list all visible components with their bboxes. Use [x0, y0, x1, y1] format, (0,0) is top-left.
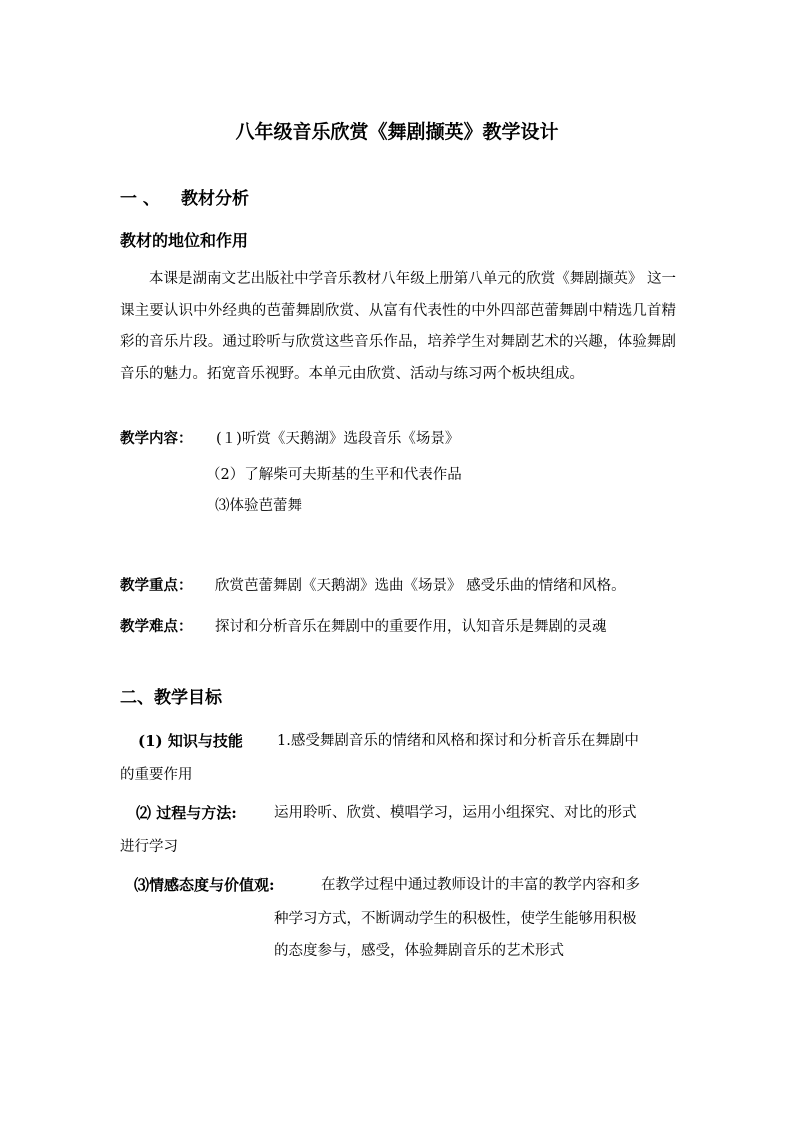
- section2-heading: 二、教学目标: [120, 688, 222, 708]
- key-point-label: 教学重点：: [120, 577, 193, 594]
- goal1-label: (1) 知识与技能: [138, 732, 243, 750]
- goal3-text-line1: 在教学过程中通过教师设计的丰富的教学内容和多: [321, 877, 640, 893]
- goal2-text-line2: 进行学习: [120, 839, 178, 855]
- goal3-text-line2: 种学习方式，不断调动学生的积极性，使学生能够用积极: [274, 911, 637, 927]
- difficulty-label: 教学难点：: [120, 618, 193, 635]
- section1-subheading: 教材的地位和作用: [120, 231, 249, 250]
- goal3-label: ⑶情感态度与价值观:: [134, 876, 275, 894]
- section1-number: 一 、: [120, 189, 160, 209]
- goal3-text-line3: 的态度参与，感受，体验舞剧音乐的艺术形式: [274, 943, 564, 959]
- document-title: 八年级音乐欣赏《舞剧撷英》教学设计: [235, 121, 559, 143]
- content-item-1: (１)听赏《天鹅湖》选段音乐《场景》: [216, 431, 460, 447]
- goal1-text-line2: 的重要作用: [120, 767, 193, 783]
- goal2-text-line1: 运用聆听、欣赏、模唱学习，运用小组探究、对比的形式: [274, 805, 637, 821]
- content-label: 教学内容：: [120, 430, 193, 447]
- content-item-2: （2）了解柴可夫斯基的生平和代表作品: [206, 467, 462, 483]
- section1-paragraph: 本课是湖南文艺出版社中学音乐教材八年级上册第八单元的欣赏《舞剧撷英》 这一课主要认识中外经典的芭蕾舞剧欣赏、从富有代表性的中外四部芭蕾舞剧中精选几首精彩的音乐片段。通过聆听与欣赏这些音乐作品，培养学生对舞剧艺术的兴趣，体验舞剧音乐的魅力。拓宽音乐视野。本单元由欣赏、活动与练习两个板块组成。: [120, 271, 676, 382]
- section1-heading: 教材分析: [181, 189, 249, 209]
- goal2-label: ⑵ 过程与方法:: [136, 804, 237, 822]
- content-item-3: ⑶体验芭蕾舞: [215, 498, 302, 514]
- difficulty-text: 探讨和分析音乐在舞剧中的重要作用，认知音乐是舞剧的灵魂: [215, 619, 607, 635]
- goal1-text-line1: 1.感受舞剧音乐的情绪和风格和探讨和分析音乐在舞剧中: [277, 733, 639, 749]
- key-point-text: 欣赏芭蕾舞剧《天鹅湖》选曲《场景》 感受乐曲的情绪和风格。: [215, 578, 626, 594]
